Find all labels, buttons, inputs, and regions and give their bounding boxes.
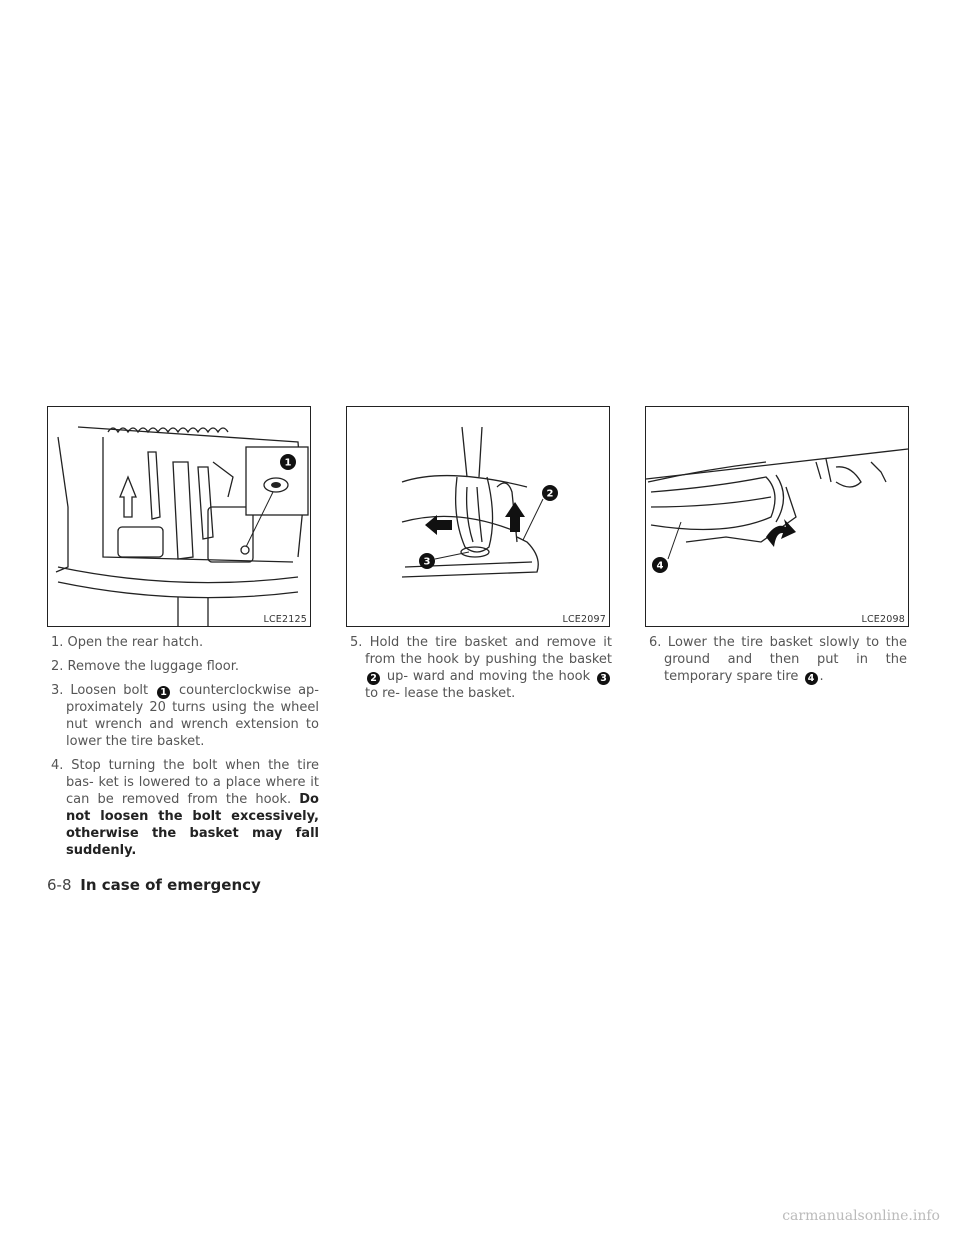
figure-hook	[346, 406, 610, 627]
step-4: 4. Stop turning the bolt when the tire bas- ket is lowered to a place where it can be removed from the hook. Do not loosen the bolt excessively, otherwise the basket may fall suddenly.	[51, 758, 319, 858]
watermark: carmanualsonline.info	[782, 1208, 940, 1224]
figure-code: LCE2125	[263, 614, 307, 625]
callout-3-label: 3	[423, 556, 431, 568]
arrow-curved-icon	[766, 519, 796, 547]
figure-code: LCE2098	[861, 614, 905, 625]
step-1: 1. Open the rear hatch.	[51, 635, 204, 650]
figure-spare-tire	[645, 406, 909, 627]
figure-code: LCE2097	[562, 614, 606, 625]
figure-cargo-floor	[47, 406, 311, 627]
page-number: 6-8	[47, 876, 72, 894]
section-title: In case of emergency	[80, 876, 261, 894]
step-4-warning: Do not loosen the bolt excessively, otherwise the basket may fall suddenly.	[66, 792, 319, 858]
callout-1-inline: 1	[157, 686, 170, 699]
callout-4-label: 4	[656, 560, 664, 572]
spare-tire-illustration	[646, 407, 908, 626]
hook-illustration	[347, 407, 609, 626]
callout-4-inline: 4	[805, 672, 818, 685]
step-2: 2. Remove the luggage floor.	[51, 659, 239, 674]
step-6: 6. Lower the tire basket slowly to the ground and then put in the temporary spare tire 4 .	[649, 635, 907, 684]
instructions-column-3	[649, 634, 907, 692]
arrow-up-icon	[505, 502, 525, 532]
cargo-floor-illustration	[48, 407, 310, 626]
callout-2-label: 2	[546, 488, 554, 500]
step-3: 3. Loosen bolt 1 counterclockwise ap- proximately 20 turns using the wheel nut wrench and wrench extension to lower the tire basket.	[51, 683, 319, 749]
instructions-column-2	[350, 634, 612, 709]
arrow-left-icon	[425, 515, 452, 535]
callout-3-inline: 3	[597, 672, 610, 685]
page-footer	[47, 876, 261, 894]
callout-2-inline: 2	[367, 672, 380, 685]
callout-1-label: 1	[284, 457, 292, 469]
step-5: 5. Hold the tire basket and remove it from the hook by pushing the basket 2 up- ward and moving the hook 3 to re- lease the basket.	[350, 635, 612, 701]
instructions-column-1	[51, 634, 319, 866]
